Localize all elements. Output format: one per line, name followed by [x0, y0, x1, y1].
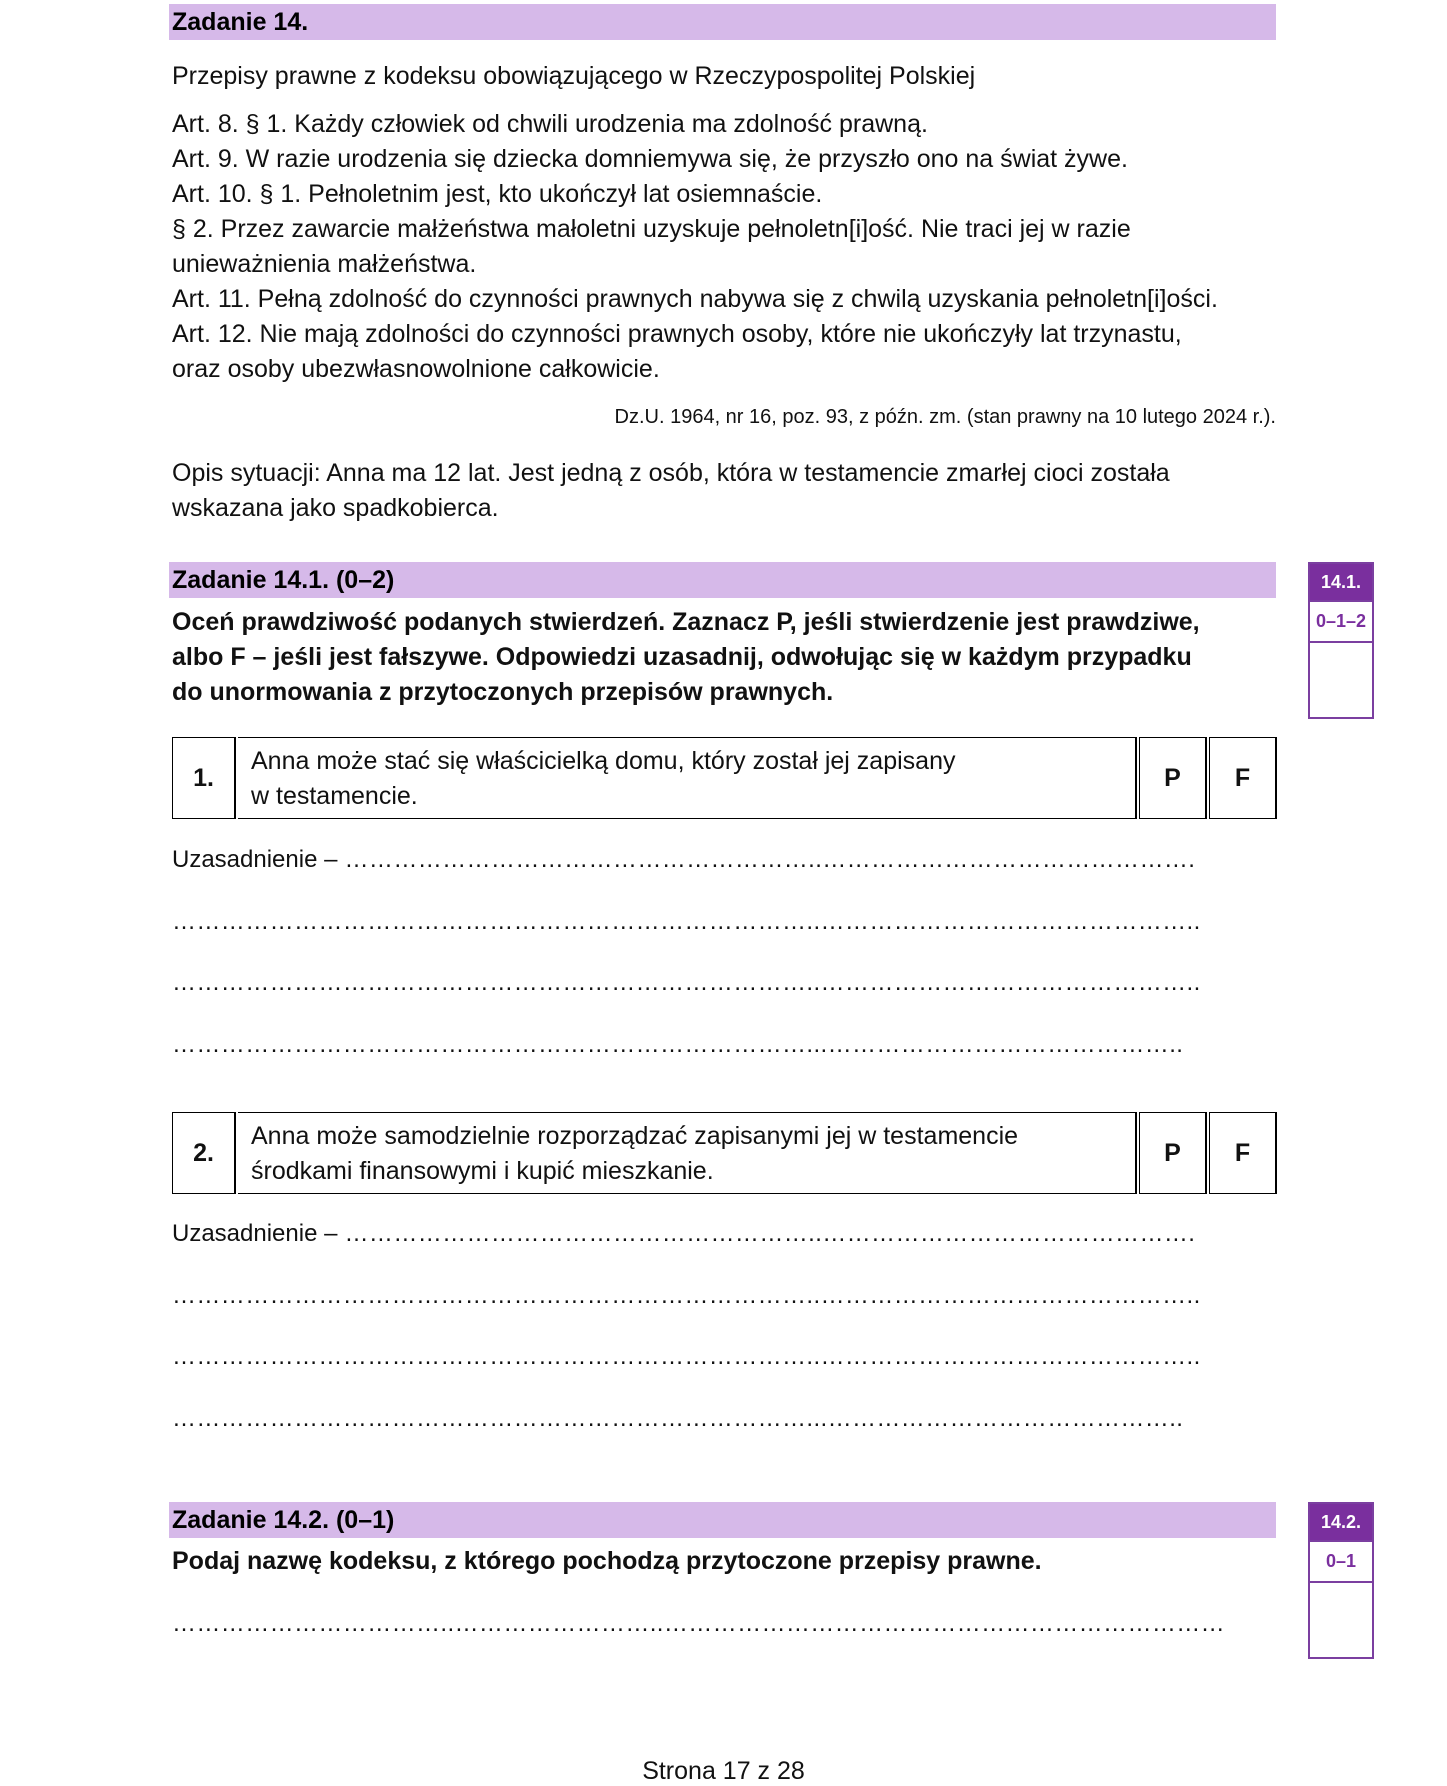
score-entry-field[interactable] [1310, 643, 1372, 717]
article-line: Art. 8. § 1. Każdy człowiek od chwili urodzenia ma zdolność prawną. [172, 110, 928, 138]
answer-line[interactable]: ……………………………………………………………………...…………………………………….. [172, 1405, 1184, 1432]
score-box-14-2 [1308, 1502, 1374, 1659]
answer-false-option[interactable]: F [1209, 737, 1277, 819]
score-label: 14.1. [1310, 564, 1372, 600]
score-entry-field[interactable] [1310, 1583, 1372, 1657]
statement-line: Anna może stać się właścicielką domu, który został jej zapisany [251, 747, 956, 775]
answer-true-option[interactable]: P [1139, 1112, 1207, 1194]
task-14-header: Zadanie 14. [169, 4, 1276, 40]
instruction-line: Oceń prawdziwość podanych stwierdzeń. Zaznacz P, jeśli stwierdzenie jest prawdziwe, [172, 608, 1200, 636]
article-line: Art. 10. § 1. Pełnoletnim jest, kto ukończył lat osiemnaście. [172, 180, 823, 208]
score-range: 0–1–2 [1310, 600, 1372, 643]
statement-text [238, 1112, 1137, 1194]
statement-line: Anna może samodzielnie rozporządzać zapisanymi jej w testamencie [251, 1122, 1019, 1150]
page-number: Strona 17 z 28 [642, 1757, 805, 1785]
score-range: 0–1 [1310, 1540, 1372, 1583]
answer-line[interactable]: ……………………………………………………………………..……………………………………….. [172, 1343, 1201, 1370]
answer-true-option[interactable]: P [1139, 737, 1207, 819]
justification-label: Uzasadnienie – [172, 1220, 338, 1247]
instruction-line: do unormowania z przytoczonych przepisów prawnych. [172, 678, 834, 706]
source-citation: Dz.U. 1964, nr 16, poz. 93, z późn. zm. (stan prawny na 10 lutego 2024 r.). [614, 406, 1276, 428]
statement-number: 1. [172, 737, 236, 819]
article-line: Art. 11. Pełną zdolność do czynności prawnych nabywa się z chwilą uzyskania pełnoletn[i]ości. [172, 285, 1218, 313]
article-line: Art. 12. Nie mają zdolności do czynności prawnych osoby, które nie ukończyły lat trzynastu, [172, 320, 1182, 348]
answer-line[interactable]: ……………………………..……………………..…………………………………………………………… [172, 1610, 1226, 1637]
score-box-14-1 [1308, 562, 1374, 719]
justification-label: Uzasadnienie – [172, 846, 338, 873]
instruction-line: albo F – jeśli jest fałszywe. Odpowiedzi uzasadnij, odwołując się w każdym przypadku [172, 643, 1192, 671]
answer-line[interactable]: ……………………………………………………………………..……………………………………….. [172, 908, 1201, 935]
article-line: § 2. Przez zawarcie małżeństwa małoletni uzyskuje pełnoletn[i]ość. Nie traci jej w razie [172, 215, 1131, 243]
task-14-1-header: Zadanie 14.1. (0–2) [169, 562, 1276, 598]
statement-text [238, 737, 1137, 819]
statement-row-1 [172, 737, 1277, 819]
statement-line: w testamencie. [251, 782, 418, 810]
article-line: unieważnienia małżeństwa. [172, 250, 477, 278]
intro-text: Przepisy prawne z kodeksu obowiązującego w Rzeczypospolitej Polskiej [172, 62, 976, 90]
answer-line[interactable]: ……………………………………………………………………..……………………………………….. [172, 1282, 1201, 1309]
situation-line: wskazana jako spadkobierca. [172, 494, 499, 522]
instruction-text: Podaj nazwę kodeksu, z którego pochodzą przytoczone przepisy prawne. [172, 1547, 1042, 1575]
score-label: 14.2. [1310, 1504, 1372, 1540]
article-line: oraz osoby ubezwłasnowolnione całkowicie. [172, 355, 660, 383]
justification-line[interactable]: Uzasadnienie – …………………………………………………..………………………………………. [172, 846, 1196, 873]
statement-number: 2. [172, 1112, 236, 1194]
answer-false-option[interactable]: F [1209, 1112, 1277, 1194]
situation-line: Opis sytuacji: Anna ma 12 lat. Jest jedną z osób, która w testamencie zmarłej cioci została [172, 459, 1170, 487]
statement-line: środkami finansowymi i kupić mieszkanie. [251, 1157, 714, 1185]
answer-line[interactable]: ……………………………………………………………………...…………………………………….. [172, 1031, 1184, 1058]
article-line: Art. 9. W razie urodzenia się dziecka domniemywa się, że przyszło ono na świat żywe. [172, 145, 1128, 173]
statement-row-2 [172, 1112, 1277, 1194]
justification-line[interactable]: Uzasadnienie – …………………………………………………..………………………………………. [172, 1220, 1196, 1247]
answer-line[interactable]: ……………………………………………………………………..……………………………………….. [172, 969, 1201, 996]
task-14-2-header: Zadanie 14.2. (0–1) [169, 1502, 1276, 1538]
